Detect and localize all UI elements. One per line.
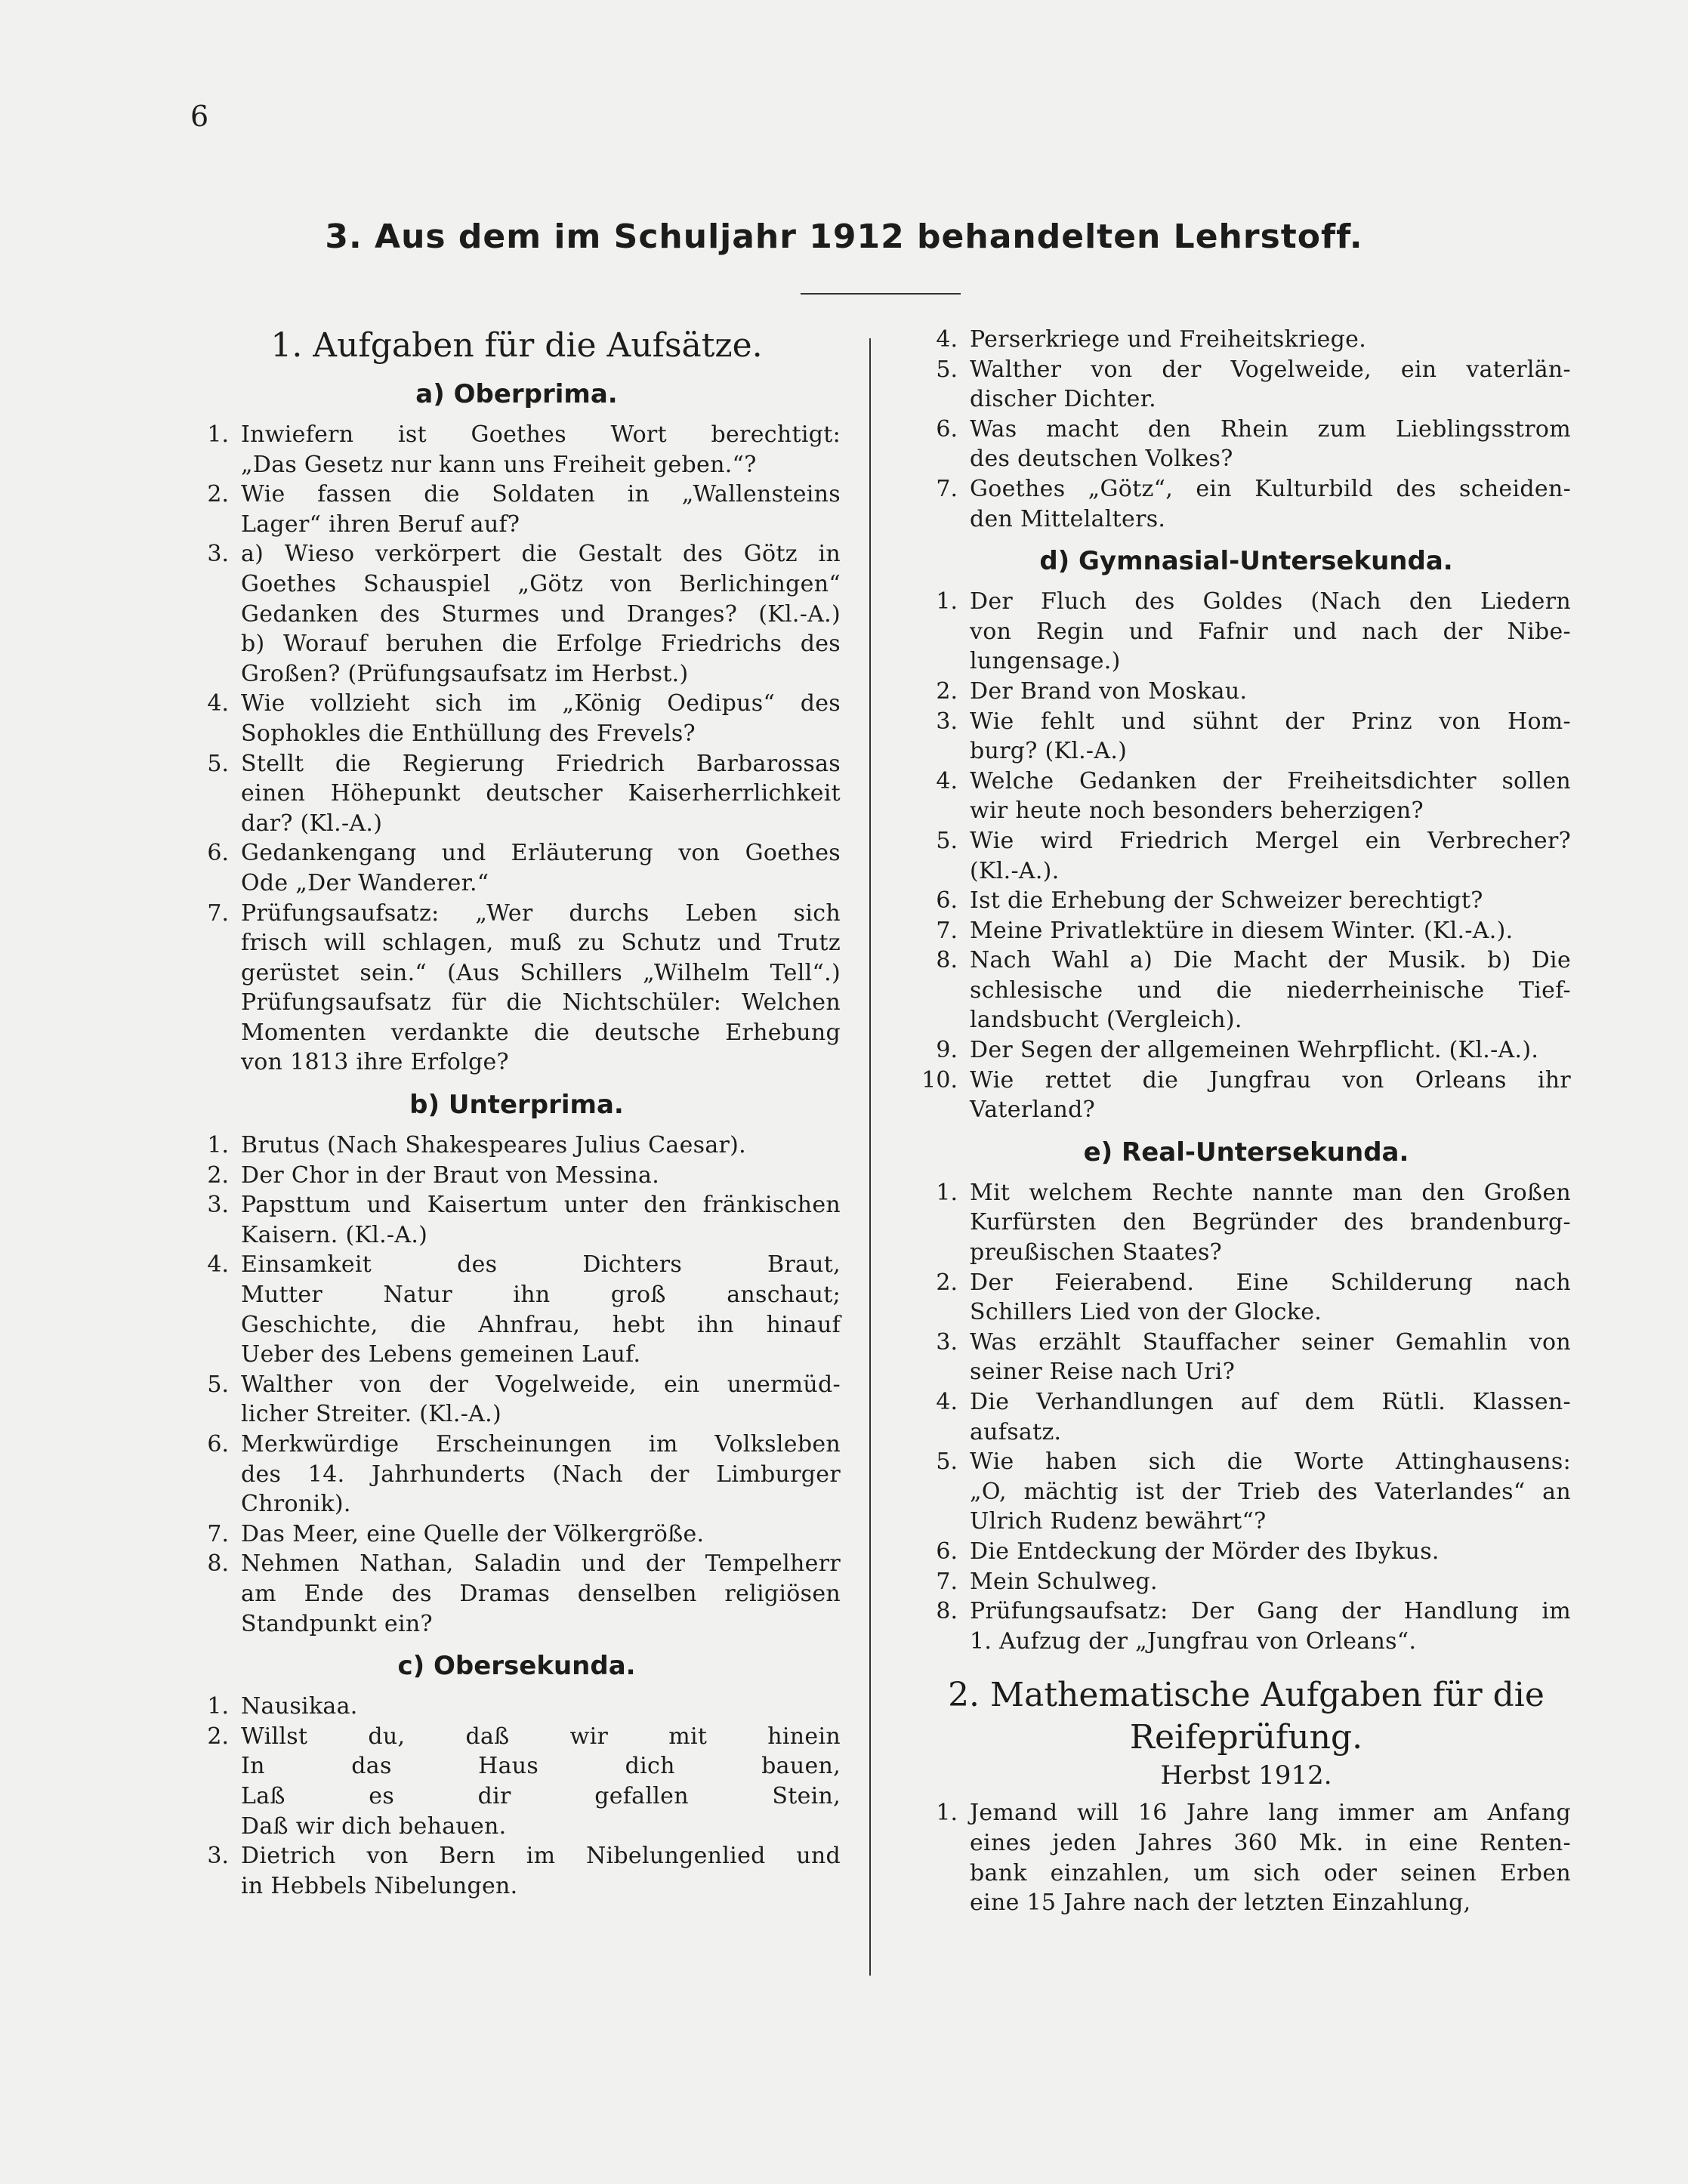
list-item [921, 707, 1571, 767]
list-item [921, 1798, 1571, 1917]
item-line: Gedankengang und Erläuterung von Goethes [241, 840, 841, 867]
item-line: dar? (Kl.-A.) [241, 810, 383, 837]
item-line: aufsatz. [970, 1418, 1062, 1445]
list-item [193, 1190, 841, 1250]
item-line: landsbucht (Vergleich). [970, 1007, 1242, 1034]
essay-tasks-heading: 1. Aufgaben für die Aufsätze. [270, 326, 763, 365]
item-line: Walther von der Vogelweide, ein unermüd- [241, 1371, 841, 1398]
item-number: 1. [207, 1693, 229, 1720]
item-line: Das Meer, eine Quelle der Völkergröße. [241, 1520, 705, 1547]
item-line: Prüfungsaufsatz: Der Gang der Handlung im [970, 1598, 1571, 1625]
item-line: discher Dichter. [970, 386, 1156, 413]
item-number: 8. [936, 947, 958, 974]
item-line: Mutter Natur ihn groß anschaut; [241, 1282, 841, 1309]
list-item [193, 420, 841, 480]
list-item [921, 1567, 1571, 1597]
item-line: Wie wird Friedrich Mergel ein Verbrecher? [970, 827, 1571, 854]
list-item [921, 325, 1571, 355]
item-line: b) Worauf beruhen die Erfolge Friedrichs des [241, 631, 841, 658]
item-number: 1. [936, 588, 958, 615]
item-line: Geschichte, die Ahnfrau, hebt ihn hinauf [241, 1311, 841, 1338]
item-line: Goethes „Götz“, ein Kulturbild des scheiden- [970, 475, 1571, 502]
item-line: Laß es dir gefallen Stein, [241, 1782, 841, 1809]
item-number: 6. [936, 1538, 958, 1565]
section-title: c) Obersekunda. [397, 1651, 636, 1682]
list-item [193, 838, 841, 898]
list-item [921, 1268, 1571, 1328]
item-line: 1. Aufzug der „Jungfrau von Orleans“. [970, 1627, 1417, 1655]
list-item [193, 1430, 841, 1519]
list-item [193, 1841, 841, 1901]
item-line: In das Haus dich bauen, [241, 1753, 841, 1780]
list-item [193, 1370, 841, 1430]
list-item [921, 886, 1571, 916]
item-line: Inwiefern ist Goethes Wort berechtigt: [241, 421, 841, 448]
list-item [921, 767, 1571, 826]
item-line: a) Wieso verkörpert die Gestalt des Götz in [241, 541, 841, 568]
item-line: Wie vollzieht sich im „König Oedipus“ des [241, 690, 841, 717]
item-line: Die Verhandlungen auf dem Rütli. Klassen- [970, 1389, 1571, 1415]
item-line: „O, mächtig ist der Trieb des Vaterlandes“ an [970, 1478, 1571, 1505]
item-line: Daß wir dich behauen. [241, 1812, 507, 1840]
item-line: Der Fluch des Goldes (Nach den Liedern [970, 588, 1571, 615]
item-line: seiner Reise nach Uri? [970, 1359, 1236, 1386]
item-line: eine 15 Jahre nach der letzten Einzahlung, [970, 1889, 1471, 1917]
item-line: frisch will schlagen, muß zu Schutz und Trutz [241, 930, 841, 957]
item-line: Ulrich Rudenz bewährt“? [970, 1508, 1267, 1535]
item-number: 8. [207, 1550, 229, 1578]
list-item [921, 1596, 1571, 1656]
list-item [193, 1250, 841, 1369]
list-item [921, 945, 1571, 1035]
section-title: e) Real-Untersekunda. [1083, 1137, 1409, 1168]
item-line: Was macht den Rhein zum Lieblingsstrom [970, 415, 1571, 443]
item-number: 5. [936, 356, 958, 383]
item-line: Großen? (Prüfungsaufsatz im Herbst.) [241, 660, 689, 687]
list-item [921, 474, 1571, 534]
section-title: a) Oberprima. [415, 379, 618, 409]
item-line: Merkwürdige Erscheinungen im Volksleben [241, 1431, 841, 1458]
item-number: 3. [936, 1328, 958, 1356]
item-line: Kaisern. (Kl.-A.) [241, 1221, 428, 1248]
item-line: Nausikaa. [241, 1693, 358, 1720]
item-line: des 14. Jahrhunderts (Nach der Limburger [241, 1461, 841, 1488]
item-line: Kurfürsten den Begründer des brandenburg- [970, 1209, 1571, 1236]
item-line: bank einzahlen, um sich oder seinen Erben [970, 1859, 1571, 1886]
title-divider [801, 293, 961, 295]
list-item [921, 916, 1571, 946]
item-line: in Hebbels Nibelungen. [241, 1872, 518, 1899]
list-item [921, 1447, 1571, 1537]
item-number: 4. [936, 326, 958, 353]
item-number: 4. [207, 1251, 229, 1279]
item-line: Sophokles die Enthüllung des Frevels? [241, 720, 696, 747]
list-item [921, 1178, 1571, 1268]
item-number: 7. [936, 475, 958, 502]
left-column [193, 325, 841, 1901]
item-number: 5. [936, 827, 958, 854]
item-number: 4. [207, 690, 229, 717]
item-line: Ist die Erhebung der Schweizer berechtigt? [970, 887, 1483, 915]
item-line: Der Brand von Moskau. [970, 677, 1248, 705]
list-item [193, 1722, 841, 1841]
item-line: schlesische und die niederrheinische Tief- [970, 976, 1571, 1004]
math-subheading: Herbst 1912. [1160, 1760, 1332, 1791]
item-number: 3. [207, 1192, 229, 1219]
list-item [921, 1066, 1571, 1125]
item-number: 2. [207, 1723, 229, 1750]
item-number: 2. [936, 1269, 958, 1296]
item-number: 3. [207, 541, 229, 568]
item-line: licher Streiter. (Kl.-A.) [241, 1401, 501, 1428]
item-line: Einsamkeit des Dichters Braut, [241, 1251, 841, 1279]
section-title: b) Unterprima. [409, 1090, 624, 1121]
list-item [921, 1035, 1571, 1066]
item-line: Wie rettet die Jungfrau von Orleans ihr [970, 1066, 1571, 1094]
math-heading: 2. Mathematische Aufgaben für die [948, 1676, 1545, 1715]
item-line: Prüfungsaufsatz für die Nichtschüler: Welchen [241, 989, 841, 1016]
item-line: Dietrich von Bern im Nibelungenlied und [241, 1843, 841, 1870]
list-item [193, 1692, 841, 1722]
item-number: 7. [936, 917, 958, 944]
item-number: 1. [936, 1179, 958, 1206]
list-item [921, 1328, 1571, 1387]
item-number: 9. [936, 1037, 958, 1064]
item-number: 5. [207, 1371, 229, 1398]
item-line: Meine Privatlektüre in diesem Winter. (Kl.-A.). [970, 917, 1514, 944]
item-line: (Kl.-A.). [970, 857, 1060, 884]
item-line: Willst du, daß wir mit hinein [241, 1723, 841, 1750]
list-item [193, 1161, 841, 1191]
item-line: Jemand will 16 Jahre lang immer am Anfang [970, 1800, 1571, 1827]
item-line: wir heute noch besonders beherzigen? [970, 797, 1424, 825]
item-number: 3. [936, 708, 958, 735]
item-number: 2. [936, 677, 958, 705]
item-number: 7. [936, 1568, 958, 1595]
item-number: 2. [207, 481, 229, 508]
main-title: 3. Aus dem im Schuljahr 1912 behandelten Lehrstoff. [325, 217, 1363, 256]
column-divider [869, 338, 871, 1976]
item-line: preußischen Staates? [970, 1239, 1223, 1266]
item-line: Nach Wahl a) Die Macht der Musik. b) Die [970, 947, 1571, 974]
item-number: 8. [936, 1598, 958, 1625]
list-item [921, 677, 1571, 707]
item-number: 6. [936, 887, 958, 915]
list-item [193, 1549, 841, 1639]
item-line: Vaterland? [970, 1097, 1096, 1124]
item-number: 4. [936, 767, 958, 794]
item-line: Standpunkt ein? [241, 1610, 433, 1637]
item-line: Wie haben sich die Worte Attinghausens: [970, 1448, 1571, 1476]
list-item [921, 826, 1571, 886]
item-line: Walther von der Vogelweide, ein vaterlän- [970, 356, 1571, 383]
list-item [193, 480, 841, 539]
math-heading: Reifeprüfung. [1129, 1718, 1363, 1757]
list-item [921, 355, 1571, 415]
list-item [921, 1537, 1571, 1567]
list-item [193, 539, 841, 689]
item-line: Stellt die Regierung Friedrich Barbarossas [241, 750, 841, 777]
list-item [193, 749, 841, 839]
item-line: eines jeden Jahres 360 Mk. in eine Renten- [970, 1829, 1571, 1856]
item-line: Momenten verdankte die deutsche Erhebung [241, 1019, 841, 1046]
list-item [921, 587, 1571, 677]
item-line: Welche Gedanken der Freiheitsdichter sollen [970, 767, 1571, 794]
item-number: 3. [207, 1843, 229, 1870]
list-item [193, 899, 841, 1078]
item-number: 7. [207, 899, 229, 927]
item-number: 1. [207, 1132, 229, 1159]
item-line: Ueber des Lebens gemeinen Lauf. [241, 1341, 641, 1368]
item-line: Wie fehlt und sühnt der Prinz von Hom- [970, 708, 1571, 735]
item-number: 1. [936, 1800, 958, 1827]
item-line: „Das Gesetz nur kann uns Freiheit geben.“? [241, 451, 757, 478]
item-line: burg? (Kl.-A.) [970, 738, 1128, 765]
item-line: Nehmen Nathan, Saladin und der Tempelherr [241, 1550, 841, 1578]
item-line: gerüstet sein.“ (Aus Schillers „Wilhelm Tell“.) [241, 959, 841, 986]
item-line: Der Chor in der Braut von Messina. [241, 1161, 660, 1189]
item-number: 5. [936, 1448, 958, 1476]
item-line: lungensage.) [970, 648, 1121, 675]
right-column [921, 325, 1571, 1918]
item-number: 1. [207, 421, 229, 448]
item-line: den Mittelalters. [970, 505, 1166, 532]
item-line: Goethes Schauspiel „Götz von Berlichingen“ [241, 570, 841, 597]
item-line: Der Segen der allgemeinen Wehrpflicht. (Kl.-A.). [970, 1037, 1539, 1064]
list-item [193, 1519, 841, 1550]
section-title: d) Gymnasial-Untersekunda. [1039, 546, 1453, 577]
item-line: Was erzählt Stauffacher seiner Gemahlin von [970, 1328, 1571, 1356]
item-line: Chronik). [241, 1491, 351, 1518]
item-line: Schillers Lied von der Glocke. [970, 1299, 1322, 1326]
item-number: 5. [207, 750, 229, 777]
item-number: 6. [207, 1431, 229, 1458]
item-line: Die Entdeckung der Mörder des Ibykus. [970, 1538, 1440, 1565]
page-number: 6 [190, 100, 209, 133]
item-line: Brutus (Nach Shakespeares Julius Caesar). [241, 1132, 747, 1159]
item-line: Ode „Der Wanderer.“ [241, 869, 489, 896]
item-number: 6. [207, 840, 229, 867]
item-number: 7. [207, 1520, 229, 1547]
list-item [921, 1387, 1571, 1447]
item-number: 4. [936, 1389, 958, 1415]
item-line: Papsttum und Kaisertum unter den fränkischen [241, 1192, 841, 1219]
list-item [193, 1131, 841, 1161]
item-line: Lager“ ihren Beruf auf? [241, 511, 520, 538]
item-line: von 1813 ihre Erfolge? [241, 1049, 509, 1076]
item-line: des deutschen Volkes? [970, 446, 1233, 473]
item-line: Prüfungsaufsatz: „Wer durchs Leben sich [241, 899, 841, 927]
item-line: Mit welchem Rechte nannte man den Großen [970, 1179, 1571, 1206]
item-line: Perserkriege und Freiheitskriege. [970, 326, 1367, 353]
item-line: Mein Schulweg. [970, 1568, 1158, 1595]
list-item [193, 689, 841, 748]
item-number: 6. [936, 415, 958, 443]
item-line: Gedanken des Sturmes und Dranges? (Kl.-A.) [241, 600, 841, 628]
item-number: 2. [207, 1161, 229, 1189]
list-item [921, 415, 1571, 474]
item-line: Der Feierabend. Eine Schilderung nach [970, 1269, 1571, 1296]
item-line: einen Höhepunkt deutscher Kaiserherrlichkeit [241, 780, 841, 807]
item-line: von Regin und Fafnir und nach der Nibe- [970, 618, 1571, 645]
item-line: Wie fassen die Soldaten in „Wallensteins [241, 481, 841, 508]
item-line: am Ende des Dramas denselben religiösen [241, 1580, 841, 1607]
item-number: 10. [921, 1066, 958, 1094]
